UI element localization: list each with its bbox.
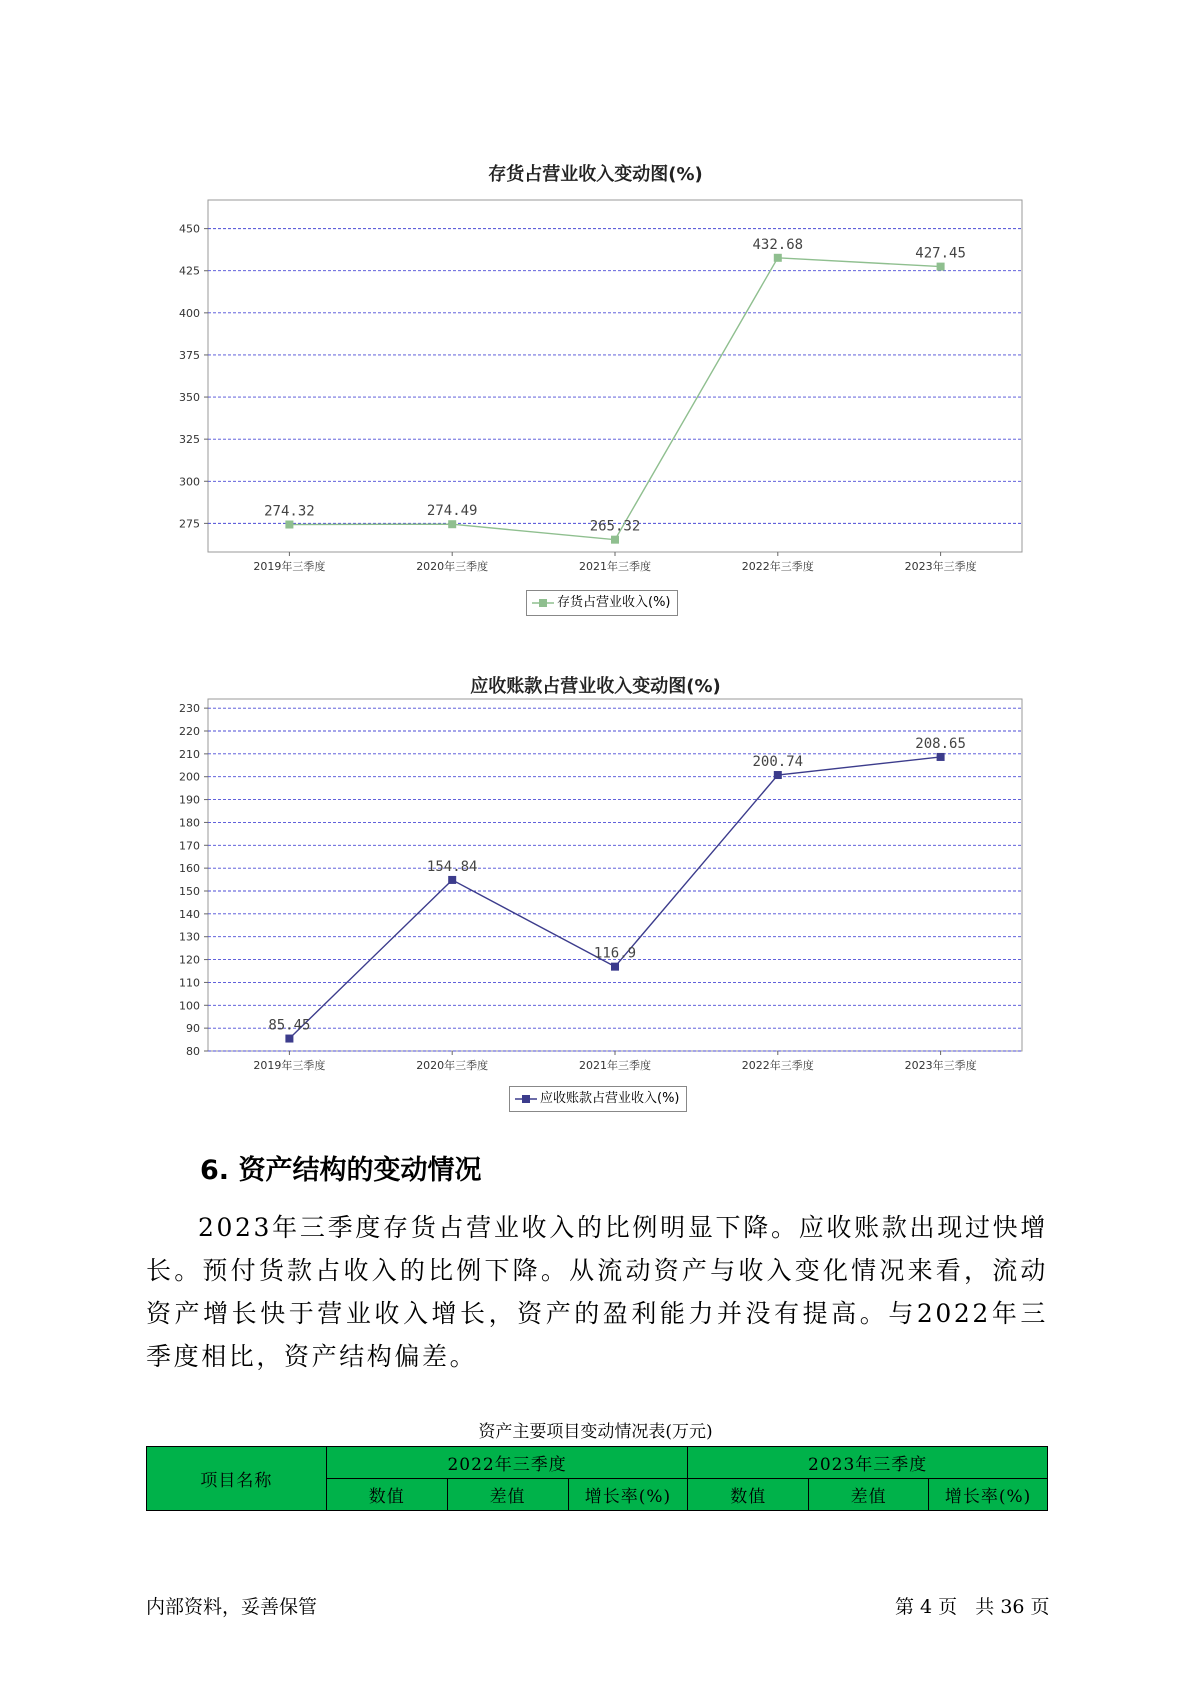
x-tick-label: 2023年三季度: [904, 560, 977, 573]
y-tick-label: 220: [179, 725, 200, 738]
x-tick-label: 2019年三季度: [253, 1059, 326, 1072]
y-tick-label: 100: [179, 999, 200, 1013]
footer-left: 内部资料，妥善保管: [146, 1596, 318, 1618]
period2-diff-header: 差值: [809, 1479, 929, 1511]
asset-change-table: [146, 1446, 1048, 1511]
x-tick-label: 2023年三季度: [904, 1059, 977, 1072]
period1-value-header: 数值: [326, 1479, 447, 1511]
footer-page-number: 第 4 页 共 36 页: [895, 1596, 1050, 1618]
section-paragraph: 2023年三季度存货占营业收入的比例明显下降。应收账款出现过快增长。预付货款占收入的比例下降。从流动资产与收入变化情况来看，流动资产增长快于营业收入增长，资产的盈利能力并没有提高。与2022年三季度相比，资产结构偏差。: [146, 1213, 1048, 1371]
period2-growth-header: 增长率(%): [929, 1479, 1048, 1511]
period1-diff-header: 差值: [447, 1479, 568, 1511]
y-tick-label: 200: [179, 770, 200, 784]
y-tick-label: 300: [179, 475, 200, 489]
y-tick-label: 120: [179, 953, 200, 967]
x-tick-label: 2021年三季度: [579, 1059, 651, 1072]
y-tick-label: 210: [179, 747, 200, 761]
data-label: 116.9: [593, 945, 637, 962]
data-point: [285, 1035, 293, 1043]
data-label: 154.84: [426, 858, 478, 875]
y-tick-label: 80: [186, 1045, 200, 1058]
data-point: [774, 771, 782, 779]
x-tick-label: 2021年三季度: [579, 560, 651, 573]
y-tick-label: 450: [179, 222, 200, 236]
data-label: 208.65: [915, 735, 966, 752]
period1-header: 2022年三季度: [326, 1447, 688, 1479]
data-label: 265.32: [589, 518, 641, 535]
y-tick-label: 325: [179, 433, 200, 447]
y-tick-label: 275: [179, 517, 200, 531]
table-header-row: [147, 1447, 1048, 1479]
y-tick-label: 140: [179, 907, 200, 921]
y-tick-label: 425: [179, 264, 200, 278]
period2-value-header: 数值: [688, 1479, 809, 1511]
data-label: 427.45: [915, 245, 966, 262]
y-tick-label: 400: [179, 306, 200, 320]
data-label: 85.45: [268, 1017, 311, 1034]
y-tick-label: 170: [179, 839, 200, 853]
period2-header: 2023年三季度: [688, 1447, 1048, 1479]
data-label: 274.32: [264, 503, 315, 520]
y-tick-label: 150: [179, 885, 200, 898]
x-tick-label: 2022年三季度: [741, 1059, 814, 1072]
period1-growth-header: 增长率(%): [568, 1479, 688, 1511]
y-tick-label: 350: [179, 391, 200, 405]
table-caption: 资产主要项目变动情况表(万元): [478, 1422, 713, 1442]
data-label: 200.74: [752, 754, 804, 771]
y-tick-label: 230: [179, 702, 200, 716]
y-tick-label: 130: [179, 930, 200, 944]
chart1-title: 存货占营业收入变动图(%): [488, 164, 703, 185]
x-tick-label: 2020年三季度: [416, 1059, 489, 1072]
y-tick-label: 160: [179, 862, 200, 876]
y-tick-label: 375: [179, 348, 200, 362]
y-tick-label: 90: [186, 1022, 200, 1036]
chart2-title: 应收账款占营业收入变动图(%): [470, 676, 721, 697]
data-label: 274.49: [426, 503, 478, 520]
chart2-legend: [509, 1086, 687, 1112]
chart1-legend-label: 存货占营业收入(%): [557, 595, 671, 610]
data-point: [611, 963, 619, 971]
x-tick-label: 2022年三季度: [741, 560, 814, 573]
item-name-header: 项目名称: [147, 1447, 327, 1511]
x-tick-label: 2020年三季度: [416, 560, 489, 573]
chart2-legend-label: 应收账款占营业收入(%): [540, 1091, 680, 1106]
data-point: [448, 876, 456, 884]
y-tick-label: 180: [179, 816, 200, 830]
data-point: [937, 753, 945, 761]
y-tick-label: 110: [179, 976, 200, 990]
section-heading: 6. 资产结构的变动情况: [200, 1155, 482, 1186]
x-tick-label: 2019年三季度: [253, 560, 326, 573]
data-label: 432.68: [752, 236, 804, 253]
y-tick-label: 190: [179, 793, 200, 807]
legend-line-icon: [514, 1093, 538, 1105]
